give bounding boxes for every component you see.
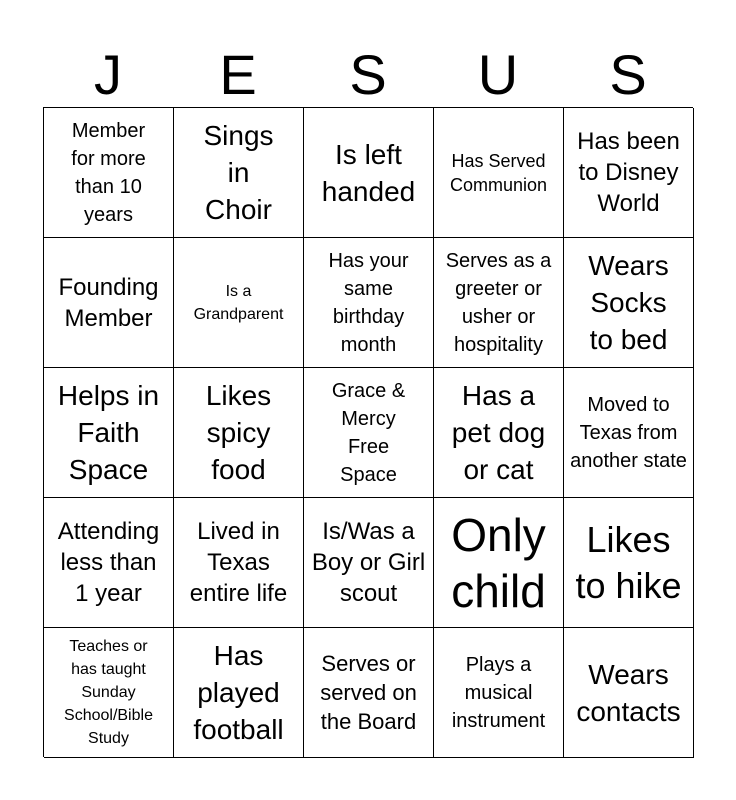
bingo-cell[interactable] — [174, 108, 304, 238]
bingo-cell[interactable] — [174, 238, 304, 368]
bingo-cell[interactable] — [304, 628, 434, 758]
cell-text: Serves or served on the Board — [320, 651, 417, 734]
cell-text: Founding Member — [58, 273, 159, 332]
bingo-cell[interactable] — [434, 628, 564, 758]
header-letter-e: E — [219, 43, 257, 106]
bingo-cell[interactable] — [174, 498, 304, 628]
cell-text: Lived in Texas entire life — [189, 518, 288, 607]
cell-text: Attending less than 1 year — [57, 518, 160, 607]
bingo-cell[interactable] — [304, 108, 434, 238]
cell-text: Grace & Mercy Free Space — [331, 379, 406, 486]
bingo-cell[interactable] — [564, 368, 694, 498]
cell-text: Is left handed — [321, 138, 416, 207]
bingo-cell[interactable] — [304, 238, 434, 368]
header-letter-u: U — [477, 43, 519, 106]
cell-text: Has a pet dog or cat — [451, 380, 546, 485]
cell-text: Sings in Choir — [203, 120, 274, 225]
cell-text: Likes to hike — [575, 518, 682, 606]
bingo-cell[interactable] — [434, 238, 564, 368]
cell-text: Has been to Disney World — [577, 128, 680, 217]
bingo-cell[interactable] — [564, 628, 694, 758]
cell-text: Has Served Communion — [449, 150, 548, 195]
cell-text: Is a Grandparent — [193, 282, 284, 323]
bingo-cell[interactable] — [434, 368, 564, 498]
bingo-cell[interactable] — [564, 238, 694, 368]
cell-text: Plays a musical instrument — [451, 653, 546, 732]
bingo-cell[interactable] — [44, 108, 174, 238]
cell-text: Likes spicy food — [205, 380, 272, 485]
header-letter-s: S — [349, 43, 387, 106]
bingo-cell[interactable] — [564, 498, 694, 628]
cell-text: Wears contacts — [576, 658, 681, 727]
cell-text: Teaches or has taught Sunday School/Bible Study — [64, 638, 153, 747]
cell-text: Is/Was a Boy or Girl scout — [311, 518, 426, 607]
bingo-cell[interactable] — [174, 368, 304, 498]
cell-text: Only child — [451, 508, 546, 617]
bingo-cell[interactable] — [434, 498, 564, 628]
bingo-cell[interactable] — [304, 498, 434, 628]
cell-text: Helps in Faith Space — [57, 380, 160, 485]
cell-text: Has played football — [193, 640, 284, 745]
bingo-cell[interactable] — [304, 368, 434, 498]
cell-text: Has your same birthday month — [328, 249, 409, 356]
cell-text: Moved to Texas from another state — [570, 393, 687, 472]
cell-text: Serves as a greeter or usher or hospitality — [445, 249, 552, 356]
bingo-cell[interactable] — [174, 628, 304, 758]
header-letter-s-2: S — [609, 43, 647, 106]
bingo-cell[interactable] — [434, 108, 564, 238]
bingo-cell[interactable] — [44, 238, 174, 368]
bingo-cell[interactable] — [44, 498, 174, 628]
cell-text: Member for more than 10 years — [71, 119, 146, 226]
bingo-card — [43, 107, 693, 757]
bingo-cell[interactable] — [44, 628, 174, 758]
cell-text: Wears Socks to bed — [588, 250, 669, 355]
bingo-cell[interactable] — [44, 368, 174, 498]
bingo-header — [43, 42, 693, 108]
bingo-cell[interactable] — [564, 108, 694, 238]
header-letter-j: J — [94, 43, 122, 106]
